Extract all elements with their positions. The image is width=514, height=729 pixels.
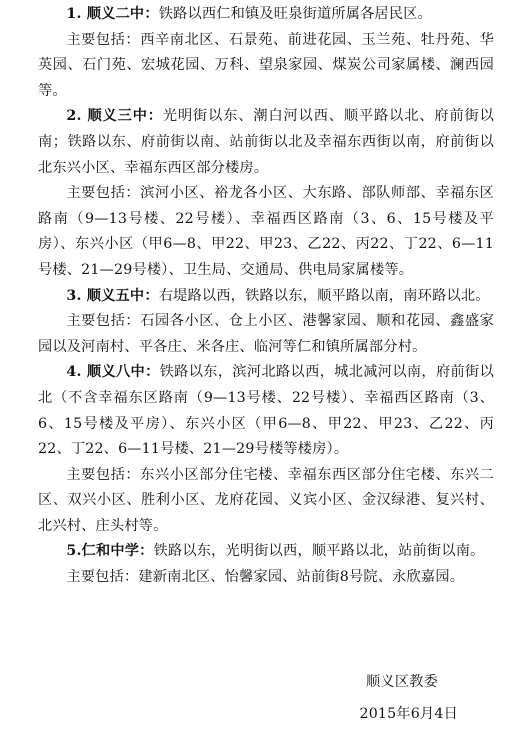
section-1-area <box>38 2 494 28</box>
section-1-colon: ： <box>144 6 159 22</box>
section-1-heading <box>66 6 158 22</box>
section-5-heading <box>66 543 153 559</box>
section-2-includes-label: 主要包括： <box>66 185 141 202</box>
section-4-school: 顺义八中 <box>86 364 146 381</box>
section-3-includes-text: 石园各小区、仓上小区、港馨家园、顺和花园、鑫盛家园以及河南村、平各庄、米各庄、临河等仁和镇所属部分村。 <box>38 313 494 355</box>
section-5-includes <box>38 565 494 591</box>
section-5-colon: ： <box>139 543 154 560</box>
section-4-number: 4. <box>66 364 82 381</box>
section-3-area-text: 右堤路以西，铁路以东，顺平路以南，南环路以北。 <box>158 287 490 304</box>
section-3-number: 3. <box>66 287 82 304</box>
section-3-heading <box>66 288 158 304</box>
section-3-includes-label: 主要包括： <box>66 313 141 330</box>
section-5-includes-label: 主要包括： <box>66 569 139 586</box>
section-5-number: 5. <box>66 543 82 560</box>
section-3-area <box>38 284 494 310</box>
section-2-area <box>38 104 494 181</box>
section-3-colon: ： <box>144 287 159 304</box>
section-5-area <box>38 539 494 565</box>
section-5-school: 仁和中学 <box>81 543 140 560</box>
section-4-colon: ： <box>145 364 160 381</box>
section-2-number: 2. <box>66 108 82 125</box>
section-1-area-text: 铁路以西仁和镇及旺泉街道所属各居民区。 <box>158 6 433 22</box>
section-2-colon: ： <box>147 108 163 125</box>
section-4-includes-label: 主要包括： <box>66 466 141 483</box>
section-4-heading <box>66 364 159 380</box>
section-1-includes <box>38 28 494 105</box>
section-3-school: 顺义五中 <box>86 287 145 304</box>
section-4-includes <box>38 463 494 540</box>
section-2-area-text: 光明街以东、潮白河以西、顺平路以北、府前街以南；铁路以东、府前街以南、站前街以北及幸福东西街以南，府前街以北东兴小区、幸福东西区部分楼房。 <box>38 108 495 176</box>
signature-organization: 顺义区教委 <box>366 674 438 690</box>
signature-date: 2015年6月4日 <box>359 706 458 722</box>
section-2-school: 顺义三中 <box>87 108 148 125</box>
section-1-number: 1. <box>66 6 82 22</box>
section-4-area <box>38 360 494 462</box>
section-2-includes-text: 滨河小区、裕龙各小区、大东路、部队师部、幸福东区路南（9—13号楼、22号楼）、幸福西区路南（3、6、15号楼及平房）、东兴小区（甲6—8、甲22、甲23、乙22、丙22、丁22、6—11号楼、21—29号楼）、卫生局、交通局、供电局家属楼等。 <box>38 185 494 278</box>
section-1-school: 顺义二中 <box>86 6 145 22</box>
section-2-heading <box>66 108 163 124</box>
section-5-includes-text: 建新南北区、怡馨家园、站前街8号院、永欣嘉园。 <box>138 569 465 586</box>
section-1-includes-label: 主要包括： <box>66 31 141 48</box>
section-4-includes-text: 东兴小区部分住宅楼、幸福东西区部分住宅楼、东兴二区、双兴小区、胜利小区、龙府花园、义宾小区、金汉绿港、复兴村、北兴村、庄头村等。 <box>38 466 494 534</box>
section-4-area-text: 铁路以东，滨河北路以西，城北减河以南，府前街以北（不含幸福东区路南（9—13号楼、22号楼）、幸福西区路南（3、6、15号楼及平房）、东兴小区（甲6—8、甲22、甲23、乙22、丙22、丁22、6—11号楼、21—29号楼等楼房）。 <box>38 364 494 458</box>
section-2-includes <box>38 181 494 283</box>
section-3-includes <box>38 309 494 360</box>
section-5-area-text: 铁路以东，光明街以西，顺平路以北，站前街以南。 <box>153 543 485 560</box>
section-1-includes-text: 西辛南北区、石景苑、前进花园、玉兰苑、牡丹苑、华英园、石门苑、宏城花园、万科、望泉家园、煤炭公司家属楼、澜西园等。 <box>38 31 494 99</box>
